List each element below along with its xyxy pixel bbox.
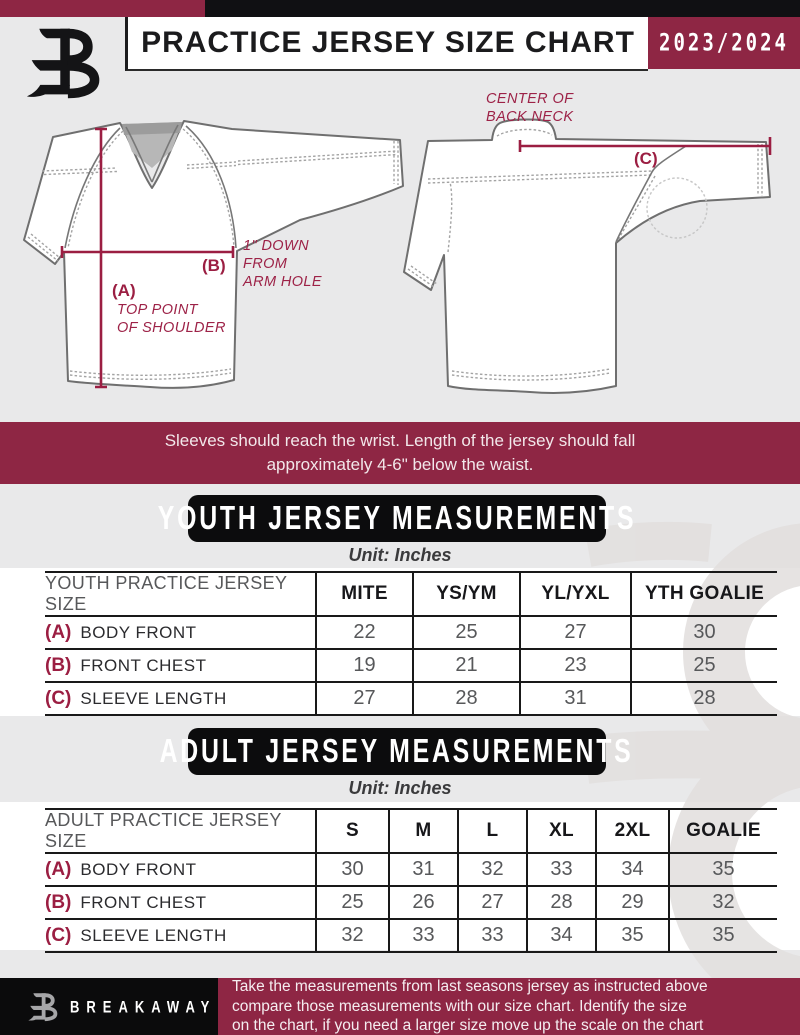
cell-value: 35 — [669, 919, 777, 952]
footer-brand-name: BREAKAWAY — [70, 996, 217, 1017]
cell-value: 34 — [527, 919, 596, 952]
footer-note-line1: Take the measurements from last seasons jersey as instructed above — [232, 978, 708, 996]
cell-value: 22 — [316, 616, 413, 649]
cell-value: 31 — [520, 682, 631, 715]
row-label: FRONT CHEST — [80, 655, 207, 675]
season-box — [648, 17, 800, 69]
adult-col-xl: XL — [527, 809, 596, 853]
cell-value: 32 — [458, 853, 527, 886]
cell-value: 33 — [458, 919, 527, 952]
cell-value: 19 — [316, 649, 413, 682]
adult-size-header: ADULT PRACTICE JERSEY SIZE — [45, 810, 282, 851]
youth-unit-label: Unit: Inches — [348, 545, 452, 565]
label-b-caption: 1" DOWN FROM ARM HOLE — [243, 238, 322, 290]
cell-value: 34 — [596, 853, 669, 886]
cell-value: 25 — [316, 886, 389, 919]
cell-value: 27 — [458, 886, 527, 919]
youth-heading-pill — [157, 495, 637, 542]
label-a-tag: (A) — [112, 281, 136, 300]
table-row — [45, 853, 777, 886]
youth-header-row — [45, 572, 777, 616]
cell-value: 25 — [631, 649, 777, 682]
table-row — [45, 616, 777, 649]
row-label: SLEEVE LENGTH — [80, 925, 227, 945]
adult-col-m: M — [389, 809, 458, 853]
youth-col-ylyxl: YL/YXL — [520, 572, 631, 616]
adult-col-l: L — [458, 809, 527, 853]
adult-col-2xl: 2XL — [596, 809, 669, 853]
cell-value: 27 — [316, 682, 413, 715]
row-label: BODY FRONT — [80, 622, 197, 642]
row-tag: (B) — [45, 891, 72, 913]
footer-note-line2: compare those measurements with our size chart. Identify the size — [232, 997, 687, 1015]
label-c-caption: CENTER OF BACK NECK — [486, 91, 574, 125]
table-row — [45, 682, 777, 715]
fit-notice-line2: approximately 4-6" below the waist. — [266, 455, 534, 474]
adult-size-table — [45, 808, 777, 953]
row-tag: (A) — [45, 621, 72, 643]
cell-value: 23 — [520, 649, 631, 682]
footer-instructions — [218, 978, 800, 1035]
breakaway-b-logo-icon — [26, 26, 106, 100]
breakaway-b-footer-icon — [28, 988, 60, 1026]
footer-note-line3: on the chart, if you need a larger size move up the scale on the chart — [232, 1017, 704, 1035]
footer-brand-block — [0, 978, 218, 1035]
youth-heading: YOUTH JERSEY MEASUREMENTS — [157, 499, 637, 537]
adult-heading-pill — [160, 728, 634, 775]
youth-col-mite: MITE — [316, 572, 413, 616]
row-label: FRONT CHEST — [80, 892, 207, 912]
adult-col-goalie: GOALIE — [669, 809, 777, 853]
cell-value: 28 — [631, 682, 777, 715]
row-tag: (B) — [45, 654, 72, 676]
cell-value: 33 — [527, 853, 596, 886]
back-jersey-diagram — [404, 119, 770, 392]
cell-value: 33 — [389, 919, 458, 952]
table-row — [45, 649, 777, 682]
cell-value: 31 — [389, 853, 458, 886]
adult-unit-label: Unit: Inches — [348, 778, 452, 798]
adult-heading: ADULT JERSEY MEASUREMENTS — [160, 732, 634, 770]
fit-notice-banner — [0, 422, 800, 484]
label-b-tag: (B) — [202, 256, 226, 275]
label-a-caption: TOP POINT OF SHOULDER — [117, 302, 226, 336]
cell-value: 25 — [413, 616, 520, 649]
row-tag: (C) — [45, 687, 72, 709]
table-row — [45, 919, 777, 952]
table-row — [45, 886, 777, 919]
adult-header-row — [45, 809, 777, 853]
youth-size-table — [45, 571, 777, 716]
youth-col-goalie: YTH GOALIE — [631, 572, 777, 616]
cell-value: 32 — [316, 919, 389, 952]
cell-value: 35 — [669, 853, 777, 886]
row-tag: (C) — [45, 924, 72, 946]
row-label: BODY FRONT — [80, 859, 197, 879]
cell-value: 29 — [596, 886, 669, 919]
front-jersey-diagram — [24, 121, 403, 388]
cell-value: 21 — [413, 649, 520, 682]
cell-value: 28 — [413, 682, 520, 715]
cell-value: 30 — [316, 853, 389, 886]
label-c-tag: (C) — [634, 149, 658, 168]
page-title: PRACTICE JERSEY SIZE CHART — [141, 26, 635, 59]
cell-value: 28 — [527, 886, 596, 919]
fit-notice-line1: Sleeves should reach the wrist. Length of the jersey should fall — [164, 431, 636, 450]
row-tag: (A) — [45, 858, 72, 880]
season-label: 2023/2024 — [659, 29, 789, 57]
cell-value: 35 — [596, 919, 669, 952]
cell-value: 27 — [520, 616, 631, 649]
youth-size-header: YOUTH PRACTICE JERSEY SIZE — [45, 573, 288, 614]
row-label: SLEEVE LENGTH — [80, 688, 227, 708]
adult-col-s: S — [316, 809, 389, 853]
cell-value: 32 — [669, 886, 777, 919]
cell-value: 30 — [631, 616, 777, 649]
cell-value: 26 — [389, 886, 458, 919]
youth-col-ysym: YS/YM — [413, 572, 520, 616]
